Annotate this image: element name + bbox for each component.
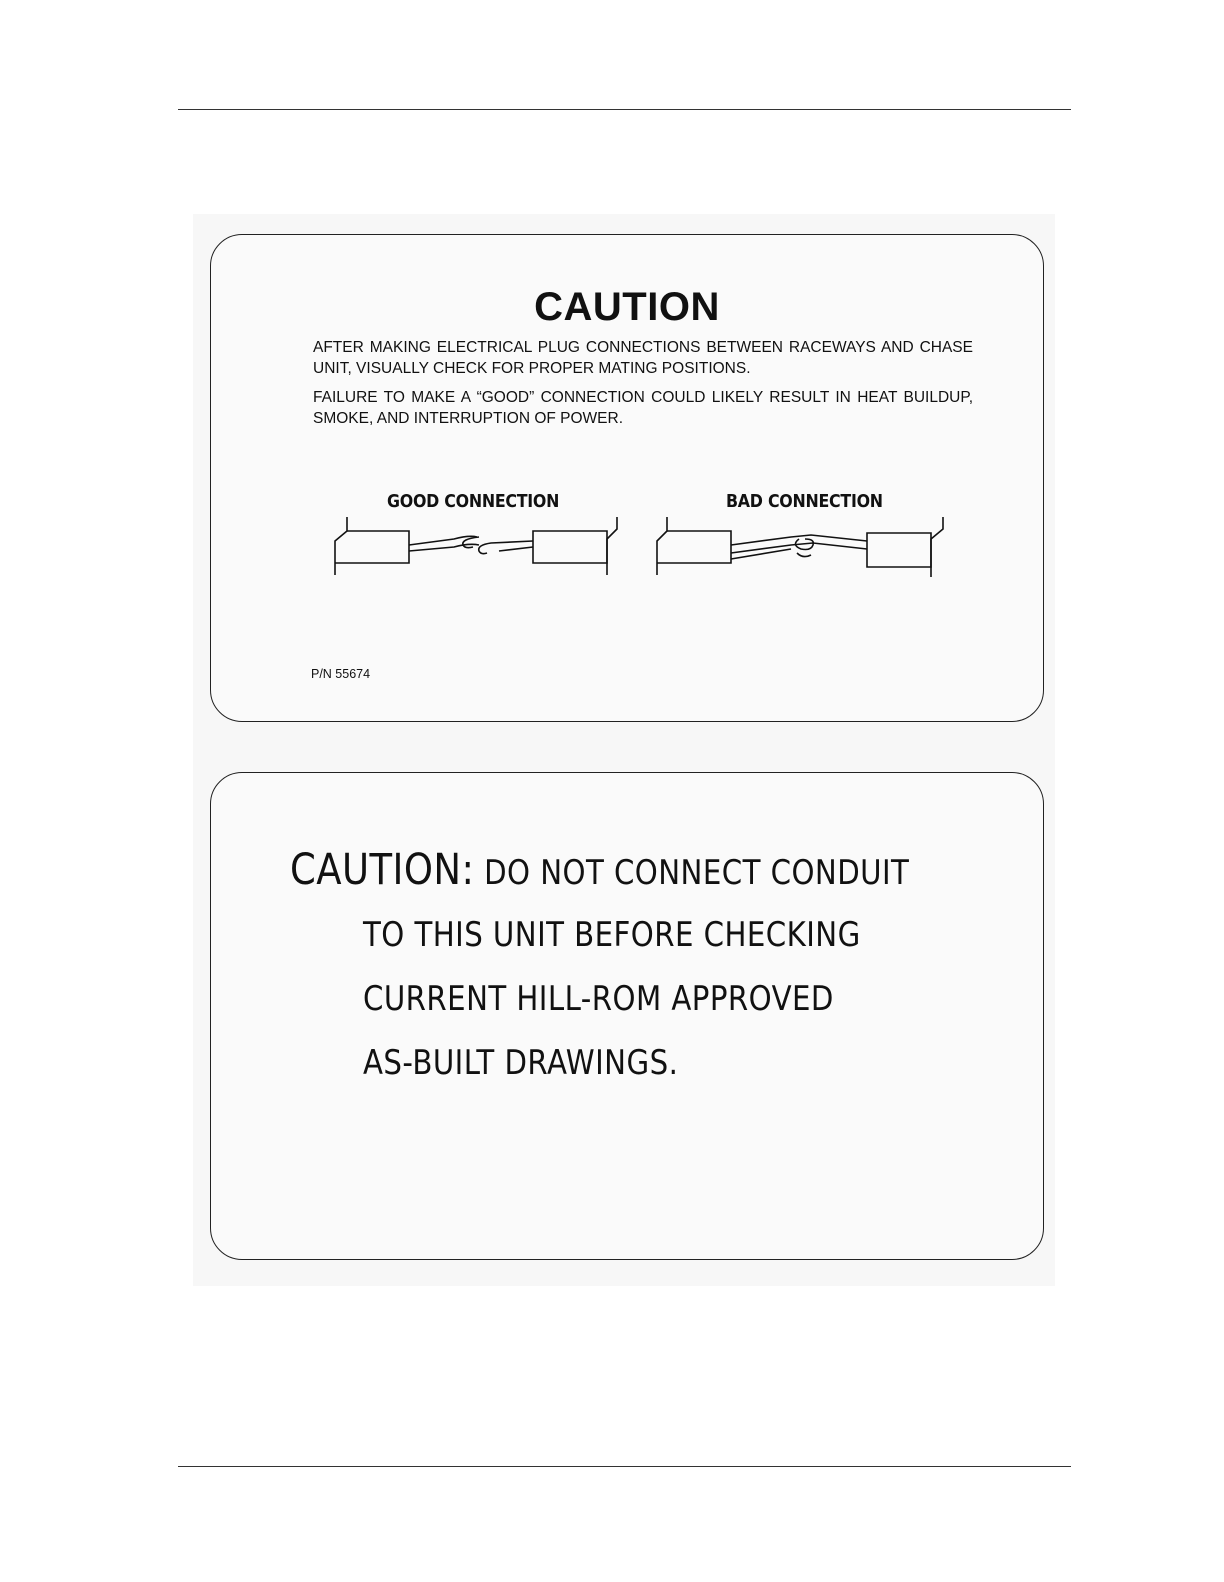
bad-connection-diagram <box>651 515 961 579</box>
caution-title: CAUTION <box>534 285 720 329</box>
header-rule <box>178 109 1071 110</box>
footer-rule <box>178 1466 1071 1467</box>
caution-label-connections <box>210 234 1044 722</box>
conduit-caution-line-1 <box>290 845 909 895</box>
conduit-caution-line-4: AS-BUILT DRAWINGS. <box>363 1043 679 1083</box>
caution-line-1-text: DO NOT CONNECT CONDUIT <box>474 853 910 893</box>
conduit-caution-line-2: TO THIS UNIT BEFORE CHECKING <box>363 915 861 955</box>
warning-paragraph: FAILURE TO MAKE A “GOOD” CONNECTION COULD LIKELY RESULT IN HEAT BUILDUP, SMOKE, AND INTERRUPTION OF POWER. <box>313 389 973 427</box>
caution-label-conduit <box>210 772 1044 1260</box>
caution-word: CAUTION: <box>290 845 475 895</box>
conduit-caution-line-3: CURRENT HILL-ROM APPROVED <box>363 979 834 1019</box>
instruction-paragraph: AFTER MAKING ELECTRICAL PLUG CONNECTIONS BETWEEN RACEWAYS AND CHASE UNIT, VISUALLY CHECK FOR PROPER MATING POSITIONS. <box>313 339 973 377</box>
bad-connection-label: BAD CONNECTION <box>726 491 883 512</box>
good-connection-label: GOOD CONNECTION <box>387 491 560 512</box>
part-number: P/N 55674 <box>311 667 371 681</box>
good-connection-diagram <box>329 515 619 579</box>
